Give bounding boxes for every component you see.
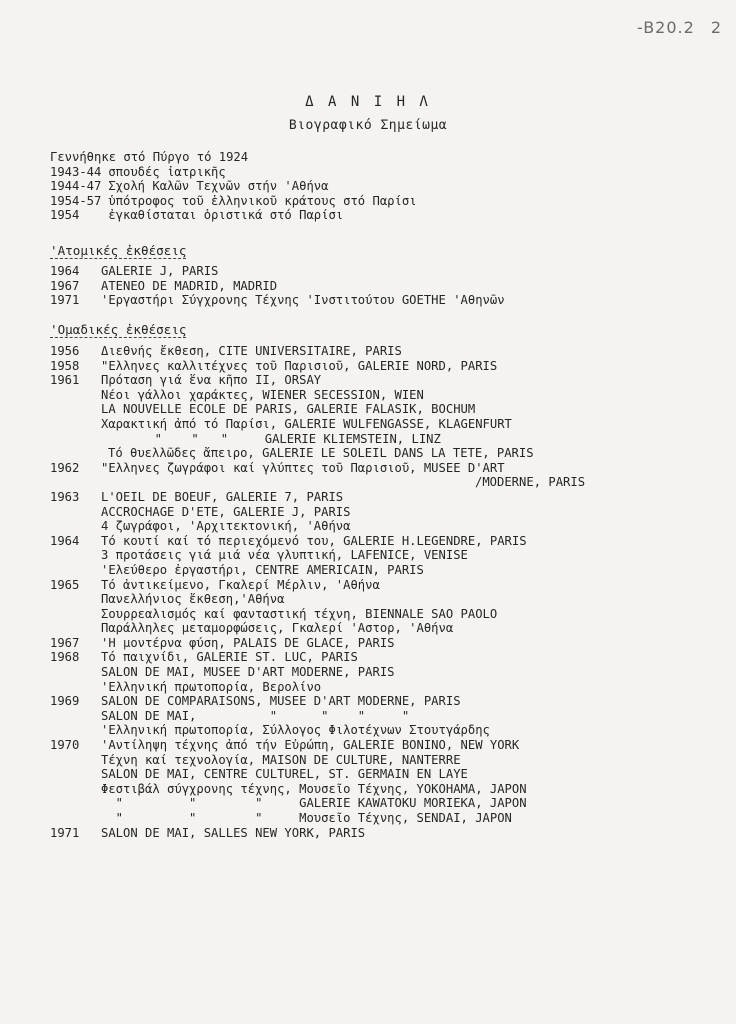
- solo-exhibition-entry: [50, 264, 505, 279]
- entry-year: 1954-57: [50, 193, 102, 208]
- solo-heading-wrap: [50, 243, 186, 258]
- entry-text: Σουρρεαλισμός καί φανταστική τέχνη, BIENNALE SAO PAOLO: [101, 606, 498, 621]
- entry-year: 1943-44: [50, 164, 102, 179]
- page-number: 2: [710, 18, 722, 37]
- entry-text: SALON DE MAI, " " " ": [101, 708, 410, 723]
- group-exhibition-entry: [50, 446, 585, 461]
- entry-text: Τέχνη καί τεχνολογία, MAISON DE CULTURE, NANTERRE: [101, 752, 461, 767]
- entry-text: Διεθνής ἔκθεση, CITE UNIVERSITAIRE, PARIS: [101, 344, 402, 358]
- entry-year: 1954: [50, 208, 80, 223]
- entry-year: 1958: [50, 358, 80, 373]
- entry-text: Παράλληλες μεταμορφώσεις, Γκαλερί 'Αστορ, 'Αθήνα: [101, 621, 454, 636]
- entry-year: 1962: [50, 460, 80, 475]
- entry-text: Φεστιβάλ σύγχρονης τέχνης, Μουσεῖο Τέχνης, YOKOHAMA, JAPON: [101, 781, 527, 796]
- group-exhibition-entry: [50, 680, 585, 695]
- entry-text: " " " Μουσεῖο Τέχνης, SENDAI, JAPON: [101, 811, 512, 825]
- group-exhibition-entry: [50, 519, 585, 534]
- entry-text: " " " GALERIE KAWATOKU MORIEKA, JAPON: [101, 796, 527, 811]
- group-exhibition-entry: [50, 461, 585, 476]
- entry-text: /MODERNE, PARIS: [475, 475, 586, 490]
- entry-text: SALON DE MAI, MUSEE D'ART MODERNE, PARIS: [101, 665, 395, 680]
- entry-year: 1970: [50, 738, 80, 753]
- entry-text: ἐγκαθίσταται ὁριστικά στό Παρίσι: [101, 208, 344, 223]
- entry-text: Τό θυελλῶδες ἄπειρο, GALERIE LE SOLEIL DANS LA TETE, PARIS: [108, 446, 534, 461]
- group-exhibitions-heading: 'Ομαδικές ἐκθέσεις: [50, 322, 187, 337]
- entry-text: Νέοι γάλλοι χαράκτες, WIENER SECESSION, WIEN: [101, 387, 424, 402]
- archive-reference: [637, 18, 722, 37]
- entry-text: Σχολή Καλῶν Τεχνῶν στήν 'Αθήνα: [101, 179, 329, 194]
- group-exhibition-entry: [50, 826, 585, 841]
- group-exhibition-entry: [50, 753, 585, 768]
- entry-text: 'Εργαστήρι Σύγχρονης Τέχνης 'Ινστιτούτου GOETHE 'Αθηνῶν: [101, 293, 505, 308]
- group-exhibition-entry: [50, 723, 585, 738]
- group-exhibition-entry: [50, 796, 585, 811]
- entry-year: 1967: [50, 278, 80, 293]
- group-exhibition-entry: [50, 782, 585, 797]
- solo-exhibition-entry: [50, 293, 505, 308]
- entry-year: 1964: [50, 264, 80, 278]
- entry-text: LA NOUVELLE ECOLE DE PARIS, GALERIE FALASIK, BOCHUM: [101, 402, 476, 417]
- entry-year: 1971: [50, 825, 80, 840]
- group-exhibition-entry: [50, 563, 585, 578]
- entry-text: GALERIE J, PARIS: [101, 264, 219, 278]
- group-exhibition-entry: [50, 709, 585, 724]
- entry-text: "Ελληνες ζωγράφοι καί γλύπτες τοῦ Παρισιοῦ, MUSEE D'ART: [101, 460, 505, 475]
- entry-text: Τό κουτί καί τό περιεχόμενό του, GALERIE H.LEGENDRE, PARIS: [101, 533, 527, 548]
- entry-text: 'Ελεύθερο ἐργαστήρι, CENTRE AMERICAIN, PARIS: [101, 562, 424, 577]
- group-exhibition-entry: [50, 636, 585, 651]
- group-exhibition-entry: [50, 490, 585, 505]
- group-exhibition-entry: [50, 534, 585, 549]
- entry-text: "Ελληνες καλλιτέχνες τοῦ Παρισιοῦ, GALERIE NORD, PARIS: [101, 358, 498, 373]
- entry-text: Χαρακτική ἀπό τό Παρίσι, GALERIE WULFENGASSE, KLAGENFURT: [101, 416, 512, 431]
- bio-section: [50, 150, 417, 223]
- document-title: Δ Α Ν Ι Η Λ: [305, 94, 431, 110]
- solo-exhibition-entry: [50, 279, 505, 294]
- group-exhibition-entry: [50, 373, 585, 388]
- group-exhibitions-list: [50, 344, 585, 840]
- entry-text: SALON DE COMPARAISONS, MUSEE D'ART MODERNE, PARIS: [101, 694, 461, 709]
- group-exhibition-entry: [50, 359, 585, 374]
- entry-text: Πανελλήνιος ἔκθεση,'Αθήνα: [101, 592, 285, 607]
- entry-year: 1956: [50, 344, 80, 358]
- entry-year: 1969: [50, 694, 80, 709]
- entry-text: 3 προτάσεις γιά μιά νέα γλυπτική, LAFENICE, VENISE: [101, 548, 468, 563]
- document-subtitle: Βιογραφικό Σημείωμα: [288, 118, 448, 133]
- group-exhibition-entry: [50, 548, 585, 563]
- solo-exhibitions-list: [50, 264, 505, 308]
- group-exhibition-entry: [50, 388, 585, 403]
- entry-text: Τό ἀντικείμενο, Γκαλερί Μέρλιν, 'Αθήνα: [101, 577, 380, 592]
- group-exhibition-entry: [50, 738, 585, 753]
- entry-text: 'Αντίληψη τέχνης ἀπό τήν Εὐρώπη, GALERIE BONINO, NEW YORK: [101, 738, 520, 753]
- group-exhibition-entry: [50, 475, 585, 490]
- group-exhibition-entry: [50, 665, 585, 680]
- group-exhibition-entry: [50, 694, 585, 709]
- entry-text: 'Ελληνική πρωτοπορία, Βερολίνο: [101, 679, 322, 694]
- entry-text: Πρόταση γιά ἕνα κῆπο II, ORSAY: [101, 373, 322, 388]
- entry-text: σπουδές ἰατρικῆς: [101, 164, 226, 179]
- entry-year: 1963: [50, 489, 80, 504]
- bio-entry: [50, 150, 417, 165]
- group-exhibition-entry: [50, 505, 585, 520]
- bio-entry: [50, 165, 417, 180]
- group-exhibition-entry: [50, 417, 585, 432]
- entry-text: Γεννήθηκε στό Πύργο τό 1924: [50, 150, 249, 164]
- entry-text: " " " GALERIE KLIEMSTEIN, LINZ: [140, 431, 441, 446]
- group-exhibition-entry: [50, 607, 585, 622]
- group-exhibition-entry: [50, 592, 585, 607]
- entry-year: 1964: [50, 533, 80, 548]
- group-exhibition-entry: [50, 578, 585, 593]
- entry-text: Τό παιχνίδι, GALERIE ST. LUC, PARIS: [101, 650, 358, 665]
- entry-text: ATENEO DE MADRID, MADRID: [101, 278, 278, 293]
- entry-year: 1965: [50, 577, 80, 592]
- group-heading-wrap: [50, 322, 186, 337]
- entry-year: 1967: [50, 635, 80, 650]
- bio-entry: [50, 179, 417, 194]
- group-exhibition-entry: [50, 344, 585, 359]
- entry-text: SALON DE MAI, SALLES NEW YORK, PARIS: [101, 825, 366, 840]
- entry-text: 'Ελληνική πρωτοπορία, Σύλλογος Φιλοτέχνων Στουτγάρδης: [101, 723, 490, 738]
- entry-year: 1944-47: [50, 179, 102, 194]
- entry-text: 4 ζωγράφοι, 'Αρχιτεκτονική, 'Αθήνα: [101, 519, 351, 534]
- group-exhibition-entry: [50, 621, 585, 636]
- entry-text: ὑπότροφος τοῦ ἑλληνικοῦ κράτους στό Παρίσι: [101, 193, 417, 208]
- entry-text: ACCROCHAGE D'ETE, GALERIE J, PARIS: [101, 504, 351, 519]
- group-exhibition-entry: [50, 650, 585, 665]
- entry-text: L'OEIL DE BOEUF, GALERIE 7, PARIS: [101, 489, 344, 504]
- group-exhibition-entry: [50, 767, 585, 782]
- group-exhibition-entry: [50, 432, 585, 447]
- bio-entry: [50, 194, 417, 209]
- entry-text: 'Η μοντέρνα φύση, PALAIS DE GLACE, PARIS: [101, 635, 395, 650]
- solo-exhibitions-heading: 'Ατομικές ἐκθέσεις: [50, 243, 187, 258]
- group-exhibition-entry: [50, 811, 585, 826]
- archive-ref-code: -B20.2: [637, 18, 695, 37]
- entry-year: 1961: [50, 373, 80, 388]
- entry-text: SALON DE MAI, CENTRE CULTUREL, ST. GERMAIN EN LAYE: [101, 767, 468, 782]
- group-exhibition-entry: [50, 402, 585, 417]
- entry-year: 1971: [50, 293, 80, 308]
- bio-entry: [50, 208, 417, 223]
- entry-year: 1968: [50, 650, 80, 665]
